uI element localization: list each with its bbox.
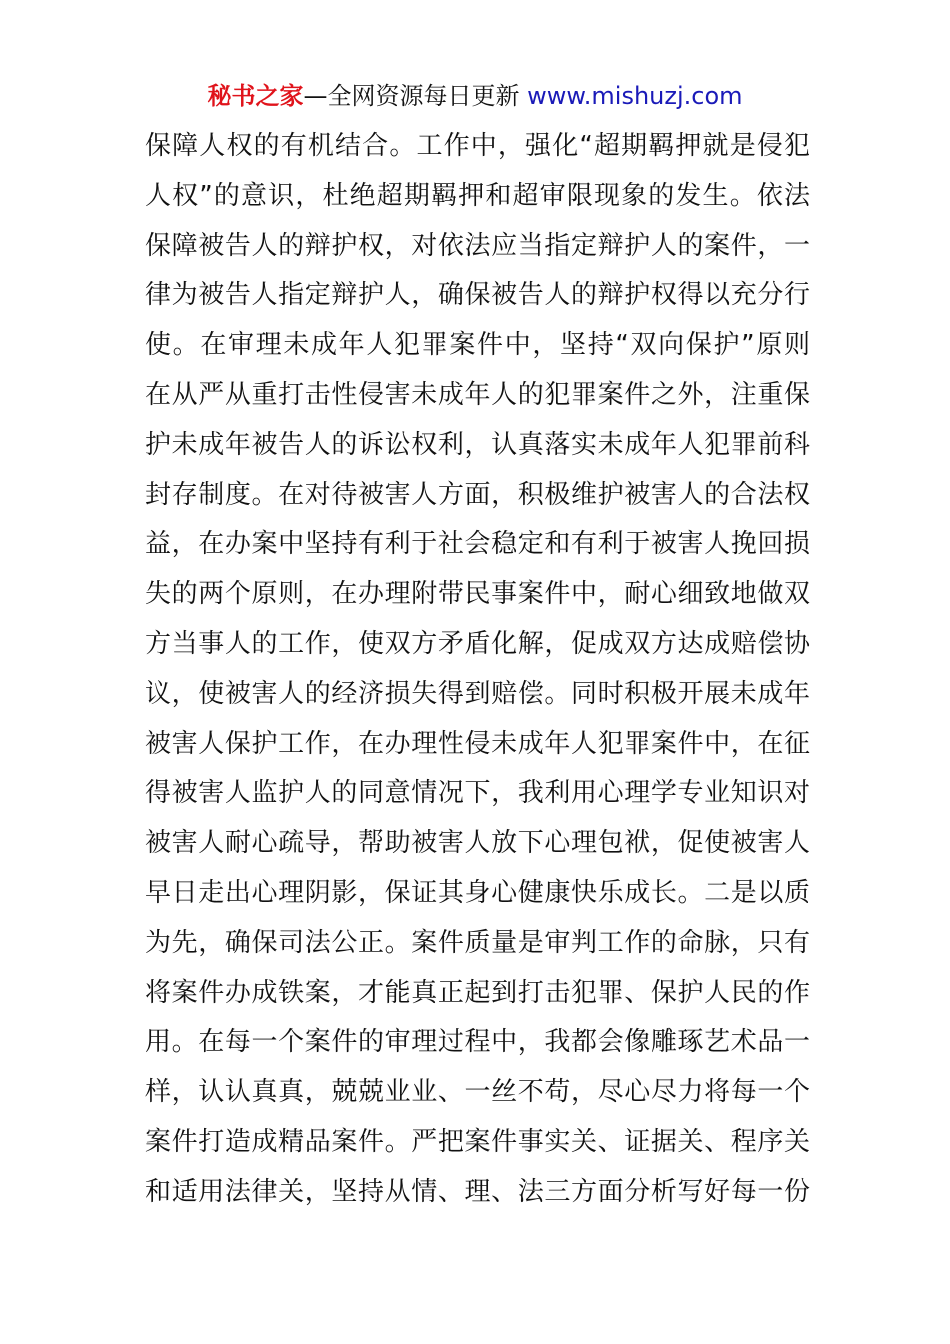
text-line: 用。在每一个案件的审理过程中，我都会像雕琢艺术品一 — [145, 1027, 810, 1058]
page-header — [0, 78, 950, 114]
text-line: 样，认认真真，兢兢业业、一丝不苟，尽心尽力将每一个 — [145, 1077, 810, 1108]
text-line: 早日走出心理阴影，保证其身心健康快乐成长。二是以质 — [145, 877, 810, 908]
text-line: 被害人保护工作，在办理性侵未成年人犯罪案件中，在征 — [145, 728, 810, 759]
text-line: 护未成年被告人的诉讼权利，认真落实未成年人犯罪前科 — [145, 429, 810, 460]
text-line: 方当事人的工作，使双方矛盾化解，促成双方达成赔偿协 — [145, 628, 810, 659]
site-brand: 秘书之家 — [207, 82, 304, 110]
text-line: 将案件办成铁案，才能真正起到打击犯罪、保护人民的作 — [145, 977, 810, 1008]
text-line: 被害人耐心疏导，帮助被害人放下心理包袱，促使被害人 — [145, 828, 810, 859]
text-line: 议，使被害人的经济损失得到赔偿。同时积极开展未成年 — [145, 678, 810, 709]
text-line: 律为被告人指定辩护人，确保被告人的辩护权得以充分行 — [145, 280, 810, 311]
text-line: 保障人权的有机结合。工作中，强化“超期羁押就是侵犯 — [145, 131, 810, 161]
text-line: 在从严从重打击性侵害未成年人的犯罪案件之外，注重保 — [145, 379, 810, 410]
text-line: 保障被告人的辩护权，对依法应当指定辩护人的案件，一 — [145, 230, 810, 261]
text-line: 封存制度。在对待被害人方面，积极维护被害人的合法权 — [145, 479, 810, 510]
text-line: 益，在办案中坚持有利于社会稳定和有利于被害人挽回损 — [145, 529, 810, 560]
text-line: 案件打造成精品案件。严把案件事实关、证据关、程序关 — [145, 1126, 810, 1157]
site-tagline: —全网资源每日更新 — [303, 82, 520, 110]
document-body — [145, 122, 810, 1218]
text-line: 和适用法律关，坚持从情、理、法三方面分析写好每一份 — [145, 1176, 810, 1207]
site-url[interactable]: www.mishuzj.com — [527, 82, 743, 110]
text-line: 使。在审理未成年人犯罪案件中，坚持“双向保护”原则 — [145, 330, 810, 361]
text-line: 失的两个原则，在办理附带民事案件中，耐心细致地做双 — [145, 579, 810, 610]
text-line: 为先，确保司法公正。案件质量是审判工作的命脉，只有 — [145, 927, 810, 958]
text-line: 人权”的意识，杜绝超期羁押和超审限现象的发生。依法 — [145, 180, 810, 211]
text-line: 得被害人监护人的同意情况下，我利用心理学专业知识对 — [145, 778, 810, 809]
